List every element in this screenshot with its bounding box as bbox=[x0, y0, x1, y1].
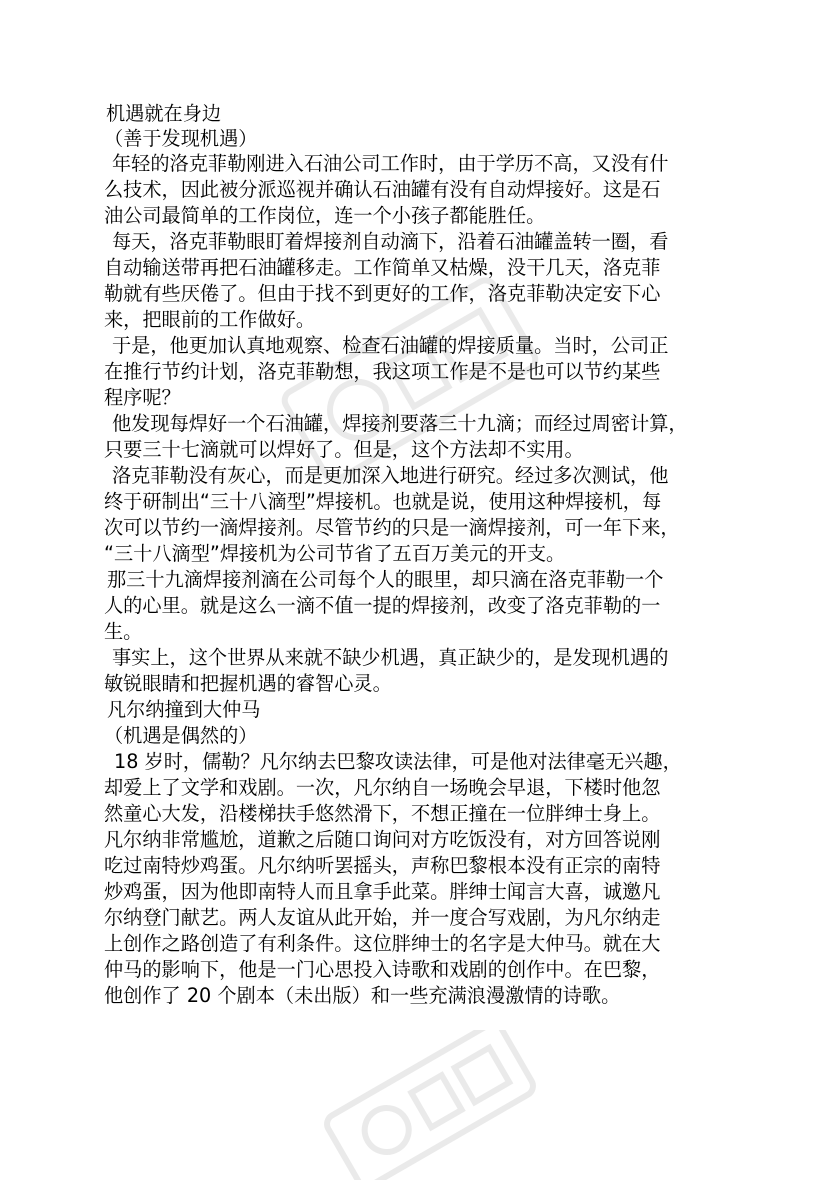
paragraph-line: 人的心里。就是这么一滴不值一提的焊接剂，改变了洛克菲勒的一 bbox=[104, 594, 661, 617]
paragraph-line: 18 岁时，儒勒？凡尔纳去巴黎攻读法律，可是他对法律毫无兴趣， bbox=[114, 750, 682, 773]
section-subtitle: （机遇是偶然的） bbox=[104, 724, 258, 747]
paragraph-line: 洛克菲勒没有灰心，而是更加深入地进行研究。经过多次测试，他 bbox=[112, 464, 669, 487]
paragraph-line: 勒就有些厌倦了。但由于找不到更好的工作，洛克菲勒决定安下心 bbox=[104, 282, 661, 305]
section-title: 机遇就在身边 bbox=[106, 102, 222, 125]
paragraph-line: 终于研制出“三十八滴型”焊接机。也就是说，使用这种焊接机，每 bbox=[104, 490, 662, 513]
paragraph-line: 他创作了 20 个剧本（未出版）和一些充满浪漫激情的诗歌。 bbox=[104, 984, 621, 1007]
paragraph-line: 来，把眼前的工作做好。 bbox=[104, 308, 316, 331]
paragraph-line: 上创作之路创造了有利条件。这位胖绅士的名字是大仲马。就在大 bbox=[104, 932, 661, 955]
paragraph-line: 于是，他更加认真地观察、检查石油罐的焊接质量。当时，公司正 bbox=[112, 334, 669, 357]
paragraph-line: 炒鸡蛋，因为他即南特人而且拿手此菜。胖绅士闻言大喜，诚邀凡 bbox=[104, 880, 661, 903]
paragraph-line: 程序呢？ bbox=[104, 386, 181, 409]
paragraph-line: 仲马的影响下，他是一门心思投入诗歌和戏剧的创作中。在巴黎， bbox=[104, 958, 661, 981]
paragraph-line: 年轻的洛克菲勒刚进入石油公司工作时，由于学历不高，又没有什 bbox=[112, 152, 669, 175]
paragraph-line: 每天，洛克菲勒眼盯着焊接剂自动滴下，沿着石油罐盖转一圈，看 bbox=[112, 230, 669, 253]
paragraph-line: 凡尔纳非常尴尬，道歉之后随口询问对方吃饭没有，对方回答说刚 bbox=[104, 828, 661, 851]
paragraph-line: 在推行节约计划，洛克菲勒想，我这项工作是不是也可以节约某些 bbox=[104, 360, 661, 383]
section-title: 凡尔纳撞到大仲马 bbox=[107, 698, 261, 721]
paragraph-line: 油公司最简单的工作岗位，连一个小孩子都能胜任。 bbox=[104, 204, 546, 227]
paragraph-line: 然童心大发，沿楼梯扶手悠然滑下，不想正撞在一位胖绅士身上。 bbox=[104, 802, 661, 825]
paragraph-line: 他发现每焊好一个石油罐，焊接剂要落三十九滴；而经过周密计算， bbox=[112, 412, 688, 435]
paragraph-line: 却爱上了文学和戏剧。一次，凡尔纳自一场晚会早退，下楼时他忽 bbox=[104, 776, 661, 799]
paragraph-line: 生。 bbox=[104, 620, 143, 643]
paragraph-line: 么技术，因此被分派巡视并确认石油罐有没有自动焊接好。这是石 bbox=[104, 178, 661, 201]
paragraph-line: 只要三十七滴就可以焊好了。但是，这个方法却不实用。 bbox=[104, 438, 584, 461]
paragraph-line: 尔纳登门献艺。两人友谊从此开始，并一度合写戏剧，为凡尔纳走 bbox=[104, 906, 661, 929]
paragraph-line: 那三十九滴焊接剂滴在公司每个人的眼里，却只滴在洛克菲勒一个 bbox=[107, 568, 664, 591]
paragraph-line: 次可以节约一滴焊接剂。尽管节约的只是一滴焊接剂，可一年下来， bbox=[104, 516, 680, 539]
paragraph-line: 自动输送带再把石油罐移走。工作简单又枯燥，没干几天，洛克菲 bbox=[104, 256, 661, 279]
paragraph-line: “三十八滴型”焊接机为公司节省了五百万美元的开支。 bbox=[104, 542, 566, 565]
paragraph-line: 事实上，这个世界从来就不缺少机遇，真正缺少的，是发现机遇的 bbox=[112, 646, 669, 669]
paragraph-line: 吃过南特炒鸡蛋。凡尔纳听罢摇头，声称巴黎根本没有正宗的南特 bbox=[104, 854, 661, 877]
paragraph-line: 敏锐眼睛和把握机遇的睿智心灵。 bbox=[104, 672, 392, 695]
section-subtitle: （善于发现机遇） bbox=[104, 127, 258, 150]
